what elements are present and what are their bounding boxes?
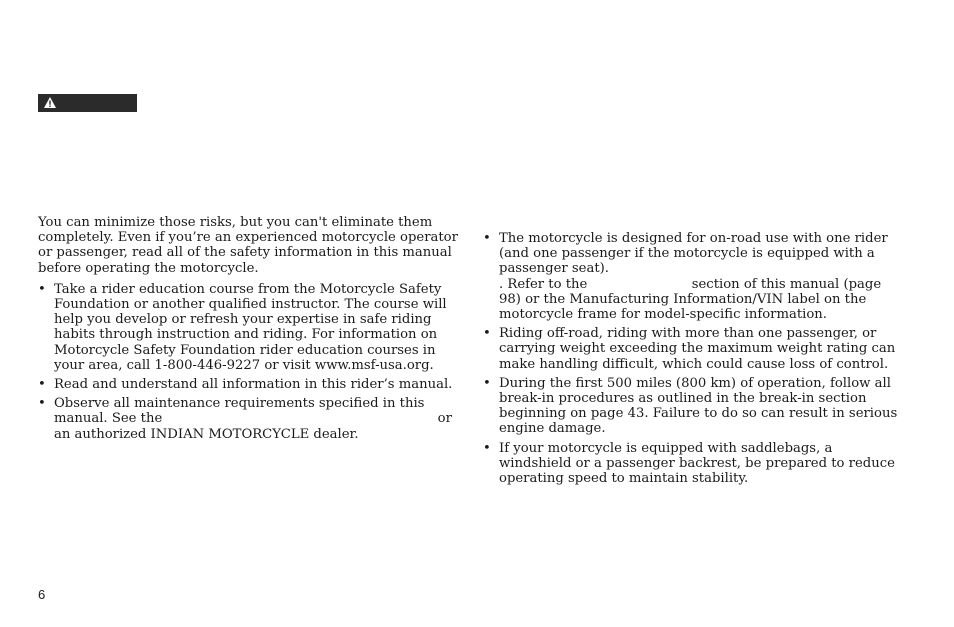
bullet: •: [483, 440, 491, 456]
bullet: •: [483, 375, 491, 391]
page-number: 6: [38, 587, 46, 602]
list-item-text: Read and understand all information in this rider’s manual.: [54, 377, 453, 393]
list-item: [483, 231, 903, 322]
list-item-text: . Refer to the: [499, 276, 588, 292]
list-item-text: section of this manual (page 98) or the Manufacturing Information/VIN label on the motorcycle frame for model-specific information.: [499, 276, 882, 323]
list-item-text: The motorcycle is designed for on-road use with one rider (and one passenger if the motorcycle is equipped with a passenger seat).: [499, 231, 888, 277]
list-item: [483, 326, 903, 372]
list-item-text: During the first 500 miles (800 km) of operation, follow all break-in procedures as outlined in the break-in section beginning on page 43. Failure to do so can result in serious engine damage.: [499, 375, 898, 437]
list-item: [38, 396, 458, 442]
intro-paragraph: You can minimize those risks, but you can't eliminate them completely. Even if you’re an experienced motorcycle operator or passenger, read all of the safety information in this manual before operating the motorcycle.: [38, 215, 458, 276]
list-item-text: Take a rider education course from the Motorcycle Safety Foundation or another qualified instructor. The course will help you develop or refresh your expertise in safe riding habits through instruction and riding. For information on Motorcycle Safety Foundation rider education courses in your area, call 1-800-446-9227 or visit www.msf-usa.org.: [54, 281, 447, 373]
right-bullet-list: [483, 231, 903, 486]
list-item-text: or an authorized INDIAN MOTORCYCLE dealer.: [54, 411, 452, 442]
right-column: [483, 231, 903, 490]
warning-triangle-icon: [43, 96, 57, 109]
warning-bar: [38, 94, 137, 112]
list-item: [483, 376, 903, 437]
list-item: [38, 282, 458, 373]
bullet: •: [483, 326, 491, 342]
bullet: •: [483, 231, 491, 246]
left-bullet-list: [38, 282, 458, 442]
bullet: •: [38, 281, 46, 297]
list-item: [483, 441, 903, 487]
list-item: [38, 377, 458, 392]
bullet: •: [38, 396, 46, 412]
list-item-text: Observe all maintenance requirements specified in this manual. See the: [54, 396, 425, 427]
list-item-text: If your motorcycle is equipped with saddlebags, a windshield or a passenger backrest, be prepared to reduce operating speed to maintain stability.: [499, 440, 895, 487]
left-column: [38, 215, 458, 446]
bullet: •: [38, 377, 46, 393]
list-item-text: Riding off-road, riding with more than one passenger, or carrying weight exceeding the maximum weight rating can make handling difficult, which could cause loss of control.: [499, 326, 896, 372]
